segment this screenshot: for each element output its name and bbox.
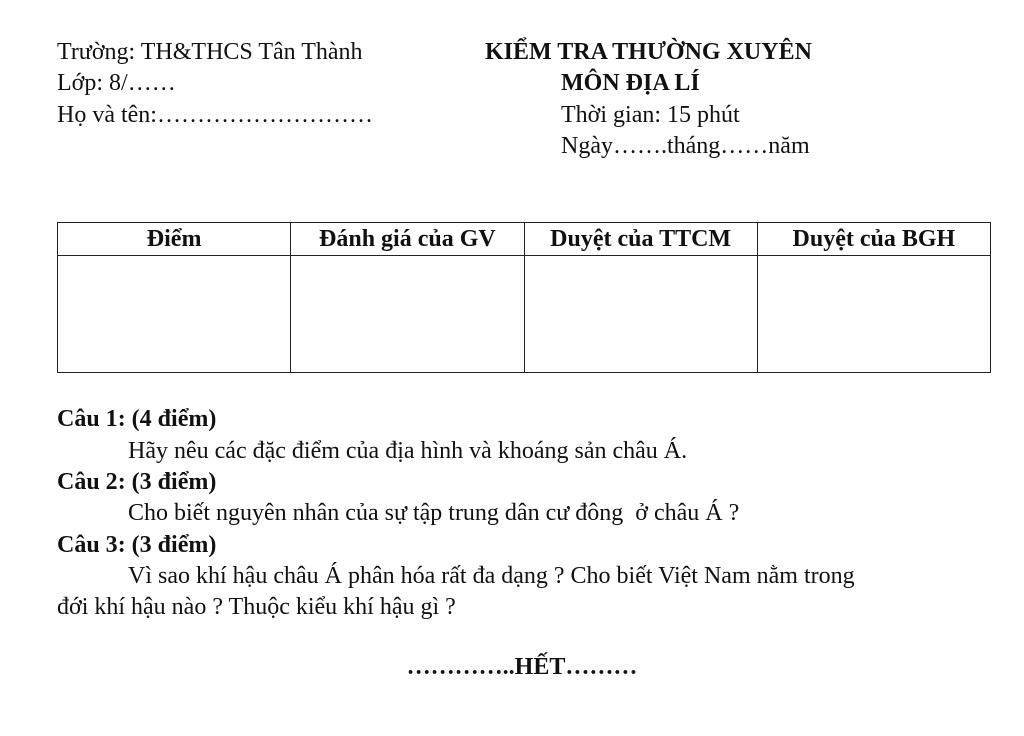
grading-table-header-row: [58, 223, 991, 256]
exam-duration: Thời gian: 15 phút: [561, 102, 740, 128]
grading-table-body-row: [58, 256, 991, 373]
board-approval-cell: [757, 256, 990, 373]
department-approval-cell: [524, 256, 757, 373]
teacher-review-cell: [291, 256, 524, 373]
question-3-heading: [57, 530, 216, 560]
header-teacher-review: Đánh giá của GV: [291, 223, 524, 256]
question-3-text-line-1: Vì sao khí hậu châu Á phân hóa rất đa dạng ? Cho biết Việt Nam nằm trong: [128, 563, 855, 589]
student-name-field: Họ và tên:………………………: [57, 102, 373, 128]
school-name: Trường: TH&THCS Tân Thành: [57, 39, 363, 65]
end-marker: …………..HẾT………: [406, 654, 638, 680]
grading-table: [57, 222, 991, 373]
subject-title: MÔN ĐỊA LÍ: [561, 70, 700, 96]
question-3-text-line-2: đới khí hậu nào ? Thuộc kiểu khí hậu gì ?: [57, 594, 456, 620]
header-score: Điểm: [58, 223, 291, 256]
question-2-heading: [57, 467, 216, 497]
exam-title: KIỂM TRA THƯỜNG XUYÊN: [485, 39, 812, 65]
question-1-heading: [57, 404, 216, 434]
question-1-text: Hãy nêu các đặc điểm của địa hình và khoáng sản châu Á.: [128, 438, 688, 464]
question-2-text: Cho biết nguyên nhân của sự tập trung dân cư đông ở châu Á ?: [128, 500, 740, 526]
question-1-label: Câu 1: [57, 406, 118, 432]
question-1-points: : (4 điểm): [117, 406, 217, 432]
exam-date-field: Ngày…….tháng……năm: [561, 133, 810, 159]
class-field: Lớp: 8/……: [57, 70, 176, 96]
header-department-approval: Duyệt của TTCM: [524, 223, 757, 256]
question-2-points: : (3 điểm): [117, 469, 217, 495]
question-3-points: : (3 điểm): [117, 532, 217, 558]
score-cell: [58, 256, 291, 373]
question-3-label: Câu 3: [57, 532, 118, 558]
header-board-approval: Duyệt của BGH: [757, 223, 990, 256]
question-2-label: Câu 2: [57, 469, 118, 495]
